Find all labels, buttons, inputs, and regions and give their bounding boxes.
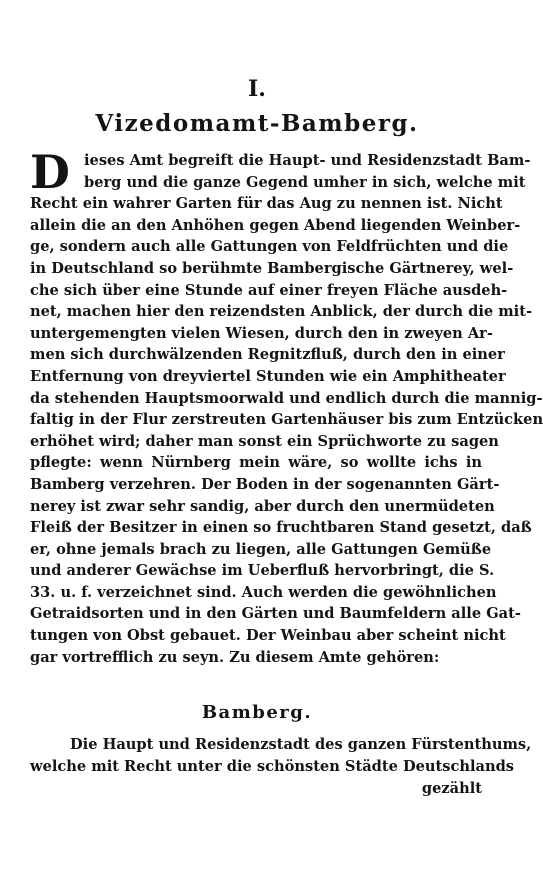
text-line: net, machen hier den reizendsten Anblick, der durch die mit-: [30, 303, 533, 321]
text-line: Fleiß der Besitzer in einen so fruchtbaren Stand gesetzt, daß: [30, 519, 532, 537]
text-line: men sich durchwälzenden Regnitzfluß, durch den in einer: [30, 346, 505, 364]
text-line: und anderer Gewächse im Ueberfluß hervorbringt, die S.: [30, 562, 495, 580]
text-line: welche mit Recht unter die schönsten Städte Deutschlands: [30, 758, 514, 775]
text-line: che sich über eine Stunde auf einer freyen Fläche ausdeh-: [30, 281, 508, 299]
text-line: Die Haupt und Residenzstadt des ganzen Fürstenthums,: [70, 736, 532, 753]
text-line: tungen von Obst gebauet. Der Weinbau aber scheint nicht: [30, 627, 506, 645]
text-line: Getraidsorten und in den Gärten und Baumfeldern alle Gat-: [30, 605, 521, 623]
text-line: berg und die ganze Gegend umher in sich, welche mit: [84, 173, 526, 191]
text-line: in Deutschland so berühmte Bambergische Gärtnerey, wel-: [30, 259, 514, 277]
text-line: erhöhet wird; daher man sonst ein Sprüchworte zu sagen: [30, 432, 499, 450]
drop-capital: D: [30, 145, 70, 199]
paragraph-1: [30, 145, 543, 668]
text-line: er, ohne jemals brach zu liegen, alle Gattungen Gemüße: [30, 540, 492, 558]
text-line: untergemengten vielen Wiesen, durch den in zweyen Ar-: [30, 324, 493, 342]
text-line: allein die an den Anhöhen gegen Abend liegenden Weinber-: [30, 216, 521, 234]
text-line: faltig in der Flur zerstreuten Gartenhäuser bis zum Entzücken: [30, 411, 543, 429]
text-line: Bamberg verzehren. Der Boden in der sogenannten Gärt-: [30, 475, 500, 493]
text-line: ge, sondern auch alle Gattungen von Feldfrüchten und die: [30, 238, 509, 256]
text-line: Recht ein wahrer Garten für das Aug zu nennen ist. Nicht: [30, 195, 503, 213]
catchword: gezählt: [421, 780, 482, 797]
section-numeral: I.: [248, 76, 266, 102]
subsection-title: Bamberg.: [201, 702, 313, 723]
text-line: gar vortrefflich zu seyn. Zu diesem Amte gehören:: [30, 648, 440, 666]
text-line: pflegte: wenn Nürnberg mein wäre, so wollte ichs in: [30, 454, 482, 472]
text-line: 33. u. f. verzeichnet sind. Auch werden die gewöhnlichen: [30, 583, 497, 601]
text-line: Entfernung von dreyviertel Stunden wie ein Amphitheater: [30, 367, 506, 385]
section-title: Vizedomamt-Bamberg.: [95, 110, 419, 137]
text-line: nerey ist zwar sehr sandig, aber durch den unermüdeten: [30, 497, 495, 515]
text-line: da stehenden Hauptsmoorwald und endlich durch die mannig-: [30, 389, 543, 407]
paragraph-2: [30, 734, 532, 800]
text-line: D ieses Amt begreift die Haupt- und Residenzstadt Bam-: [30, 145, 531, 199]
